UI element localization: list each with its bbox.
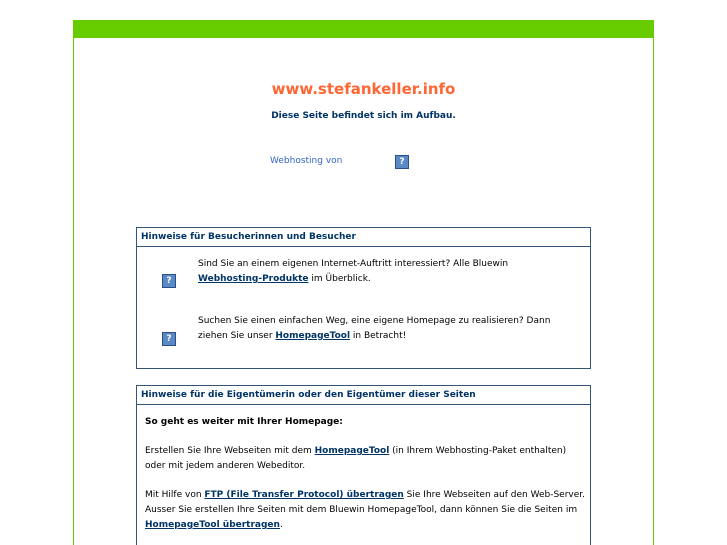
hosting-label: Webhosting von (270, 156, 343, 166)
visitors-header: Hinweise für Besucherinnen und Besucher (137, 228, 590, 247)
visitors-item1-text: Sind Sie an einem eigenen Internet-Auftritt interessiert? Alle Bluewin (198, 259, 509, 269)
owners-p1-text: Erstellen Sie Ihre Webseiten mit dem (145, 446, 315, 456)
owners-p2-mid: Sie Ihre Webseiten auf den Web-Server. Ausser Sie erstellen Ihre Seiten mit dem Bluewin HomepageTool, dann können Sie die Seiten im (145, 490, 586, 515)
owners-box (136, 385, 591, 545)
homepagetool-transfer-link[interactable]: HomepageTool übertragen (145, 520, 280, 530)
visitors-item-homepagetool (198, 314, 578, 344)
owners-header: Hinweise für die Eigentümerin oder den Eigentümer dieser Seiten (137, 386, 590, 405)
webhosting-products-link[interactable]: Webhosting-Produkte (198, 274, 309, 284)
visitors-item1-tail: im Überblick. (308, 274, 371, 284)
question-icon[interactable]: ? (162, 274, 176, 288)
owners-heading: So geht es weiter mit Ihrer Homepage: (145, 417, 343, 427)
owners-p2-tail: . (279, 520, 283, 530)
question-icon[interactable]: ? (395, 155, 409, 169)
owners-paragraph-create (145, 444, 585, 474)
visitors-box (136, 227, 591, 369)
visitors-item2-tail: in Betracht! (350, 331, 407, 341)
owners-paragraph-ftp (145, 488, 585, 533)
homepagetool-link[interactable]: HomepageTool (275, 331, 351, 341)
visitors-item2-text: Suchen Sie einen einfachen Weg, eine eigene Homepage zu realisieren? Dann ziehen Sie unser (198, 316, 551, 341)
ftp-transfer-link[interactable]: FTP (File Transfer Protocol) übertragen (204, 490, 404, 500)
owners-p1-tail: (in Ihrem Webhosting-Paket enthalten) oder mit jedem anderen Webeditor. (145, 446, 567, 471)
visitors-item-webhosting (198, 257, 568, 287)
site-title: www.stefankeller.info (271, 80, 456, 98)
top-green-bar (73, 20, 654, 38)
homepagetool-link[interactable]: HomepageTool (314, 446, 390, 456)
construction-notice: Diese Seite befindet sich im Aufbau. (271, 111, 456, 121)
owners-p2-text: Mit Hilfe von (145, 490, 205, 500)
question-icon[interactable]: ? (162, 332, 176, 346)
